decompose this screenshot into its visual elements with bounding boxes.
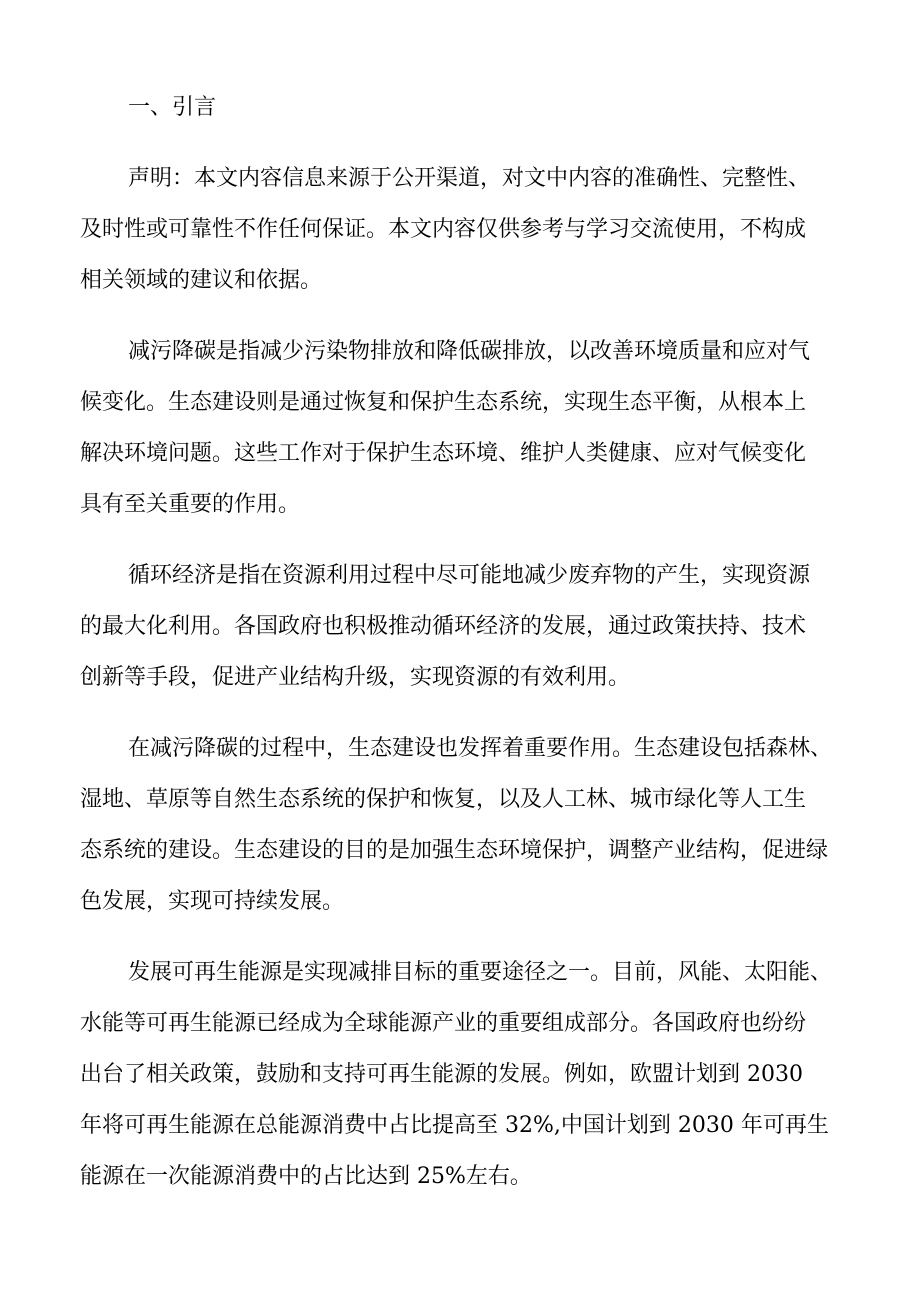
paragraph-line: 相关领域的建议和依据。 — [80, 268, 323, 293]
paragraph-line: 及时性或可靠性不作任何保证。本文内容仅供参考与学习交流使用，不构成 — [80, 217, 807, 242]
paragraph-line: 水能等可再生能源已经成为全球能源产业的重要组成部分。各国政府也纷纷 — [80, 1011, 807, 1036]
paragraph-line: 发展可再生能源是实现减排目标的重要途径之一。目前，风能、太阳能、 — [128, 960, 833, 985]
paragraph-line: 减污降碳是指减少污染物排放和降低碳排放，以改善环境质量和应对气 — [128, 339, 811, 364]
paragraph-line: 创新等手段，促进产业结构升级，实现资源的有效利用。 — [80, 665, 631, 690]
paragraph-line: 声明：本文内容信息来源于公开渠道，对文中内容的准确性、完整性、 — [128, 166, 811, 191]
paragraph-pollution-carbon — [80, 326, 848, 530]
paragraph-ecological-construction — [80, 723, 848, 927]
section-heading: 一、引言 — [128, 95, 217, 120]
paragraph-line: 的最大化利用。各国政府也积极推动循环经济的发展，通过政策扶持、技术 — [80, 614, 807, 639]
paragraph-line: 出台了相关政策，鼓励和支持可再生能源的发展。例如，欧盟计划到 2030 — [80, 1062, 803, 1087]
paragraph-line: 色发展，实现可持续发展。 — [80, 889, 345, 914]
paragraph-circular-economy — [80, 550, 848, 703]
paragraph-line: 候变化。生态建设则是通过恢复和保护生态系统，实现生态平衡，从根本上 — [80, 390, 807, 415]
paragraph-line: 具有至关重要的作用。 — [80, 492, 301, 517]
paragraph-line: 态系统的建设。生态建设的目的是加强生态环境保护，调整产业结构，促进绿 — [80, 838, 829, 863]
paragraph-line: 解决环境问题。这些工作对于保护生态环境、维护人类健康、应对气候变化 — [80, 441, 807, 466]
paragraph-line: 年将可再生能源在总能源消费中占比提高至 32%,中国计划到 2030 年可再生 — [80, 1113, 829, 1138]
paragraph-line: 在减污降碳的过程中，生态建设也发挥着重要作用。生态建设包括森林、 — [128, 736, 833, 761]
paragraph-line: 湿地、草原等自然生态系统的保护和恢复，以及人工林、城市绿化等人工生 — [80, 787, 807, 812]
paragraph-disclaimer — [80, 153, 848, 306]
paragraph-renewable-energy — [80, 947, 848, 1202]
paragraph-line: 能源在一次能源消费中的占比达到 25%左右。 — [80, 1164, 532, 1189]
paragraph-line: 循环经济是指在资源利用过程中尽可能地减少废弃物的产生，实现资源 — [128, 563, 811, 588]
document-page — [80, 82, 848, 1222]
